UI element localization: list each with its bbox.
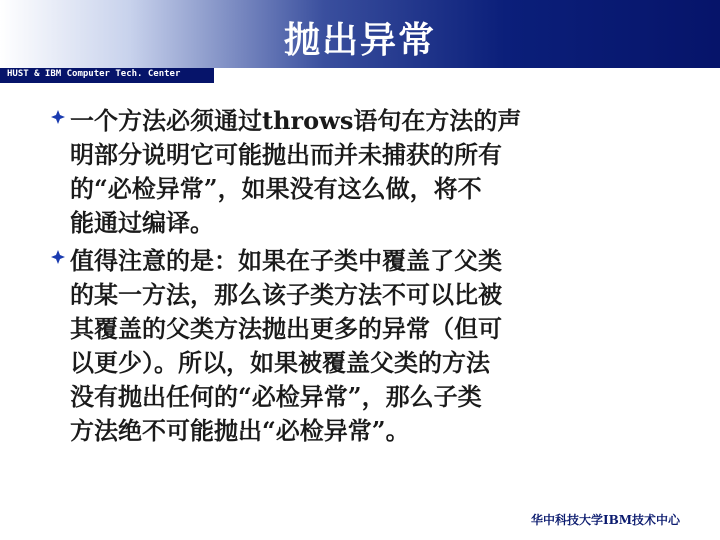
organization-label: HUST & IBM Computer Tech. Center <box>7 69 181 79</box>
bullet-1-line-4: 能通过编译。 <box>70 208 214 237</box>
diamond-bullet-icon <box>50 109 66 125</box>
slide-content <box>50 104 660 452</box>
bullet-1-line-2: 明部分说明它可能抛出而并未捕获的所有 <box>70 140 502 169</box>
header-banner <box>0 0 720 68</box>
bullet-2-line-1: 值得注意的是：如果在子类中覆盖了父类 <box>70 246 502 275</box>
organization-bar <box>0 68 214 83</box>
bullet-1 <box>50 104 660 240</box>
bullet-1-line-1: 一个方法必须通过throws语句在方法的声 <box>70 106 522 135</box>
slide-title: 抛出异常 <box>283 19 436 61</box>
bullet-2 <box>50 244 660 448</box>
bullet-2-line-5: 没有抛出任何的“必检异常”，那么子类 <box>70 382 482 411</box>
bullet-1-line-3: 的“必检异常”，如果没有这么做，将不 <box>70 174 482 203</box>
footer-label: 华中科技大学IBM技术中心 <box>530 513 680 527</box>
bullet-2-line-2: 的某一方法，那么该子类方法不可以比被 <box>70 280 502 309</box>
bullet-2-line-6: 方法绝不可能抛出“必检异常”。 <box>70 416 410 445</box>
diamond-bullet-icon <box>50 249 66 265</box>
bullet-2-line-4: 以更少）。所以，如果被覆盖父类的方法 <box>70 348 490 377</box>
bullet-2-line-3: 其覆盖的父类方法抛出更多的异常（但可 <box>70 314 502 343</box>
